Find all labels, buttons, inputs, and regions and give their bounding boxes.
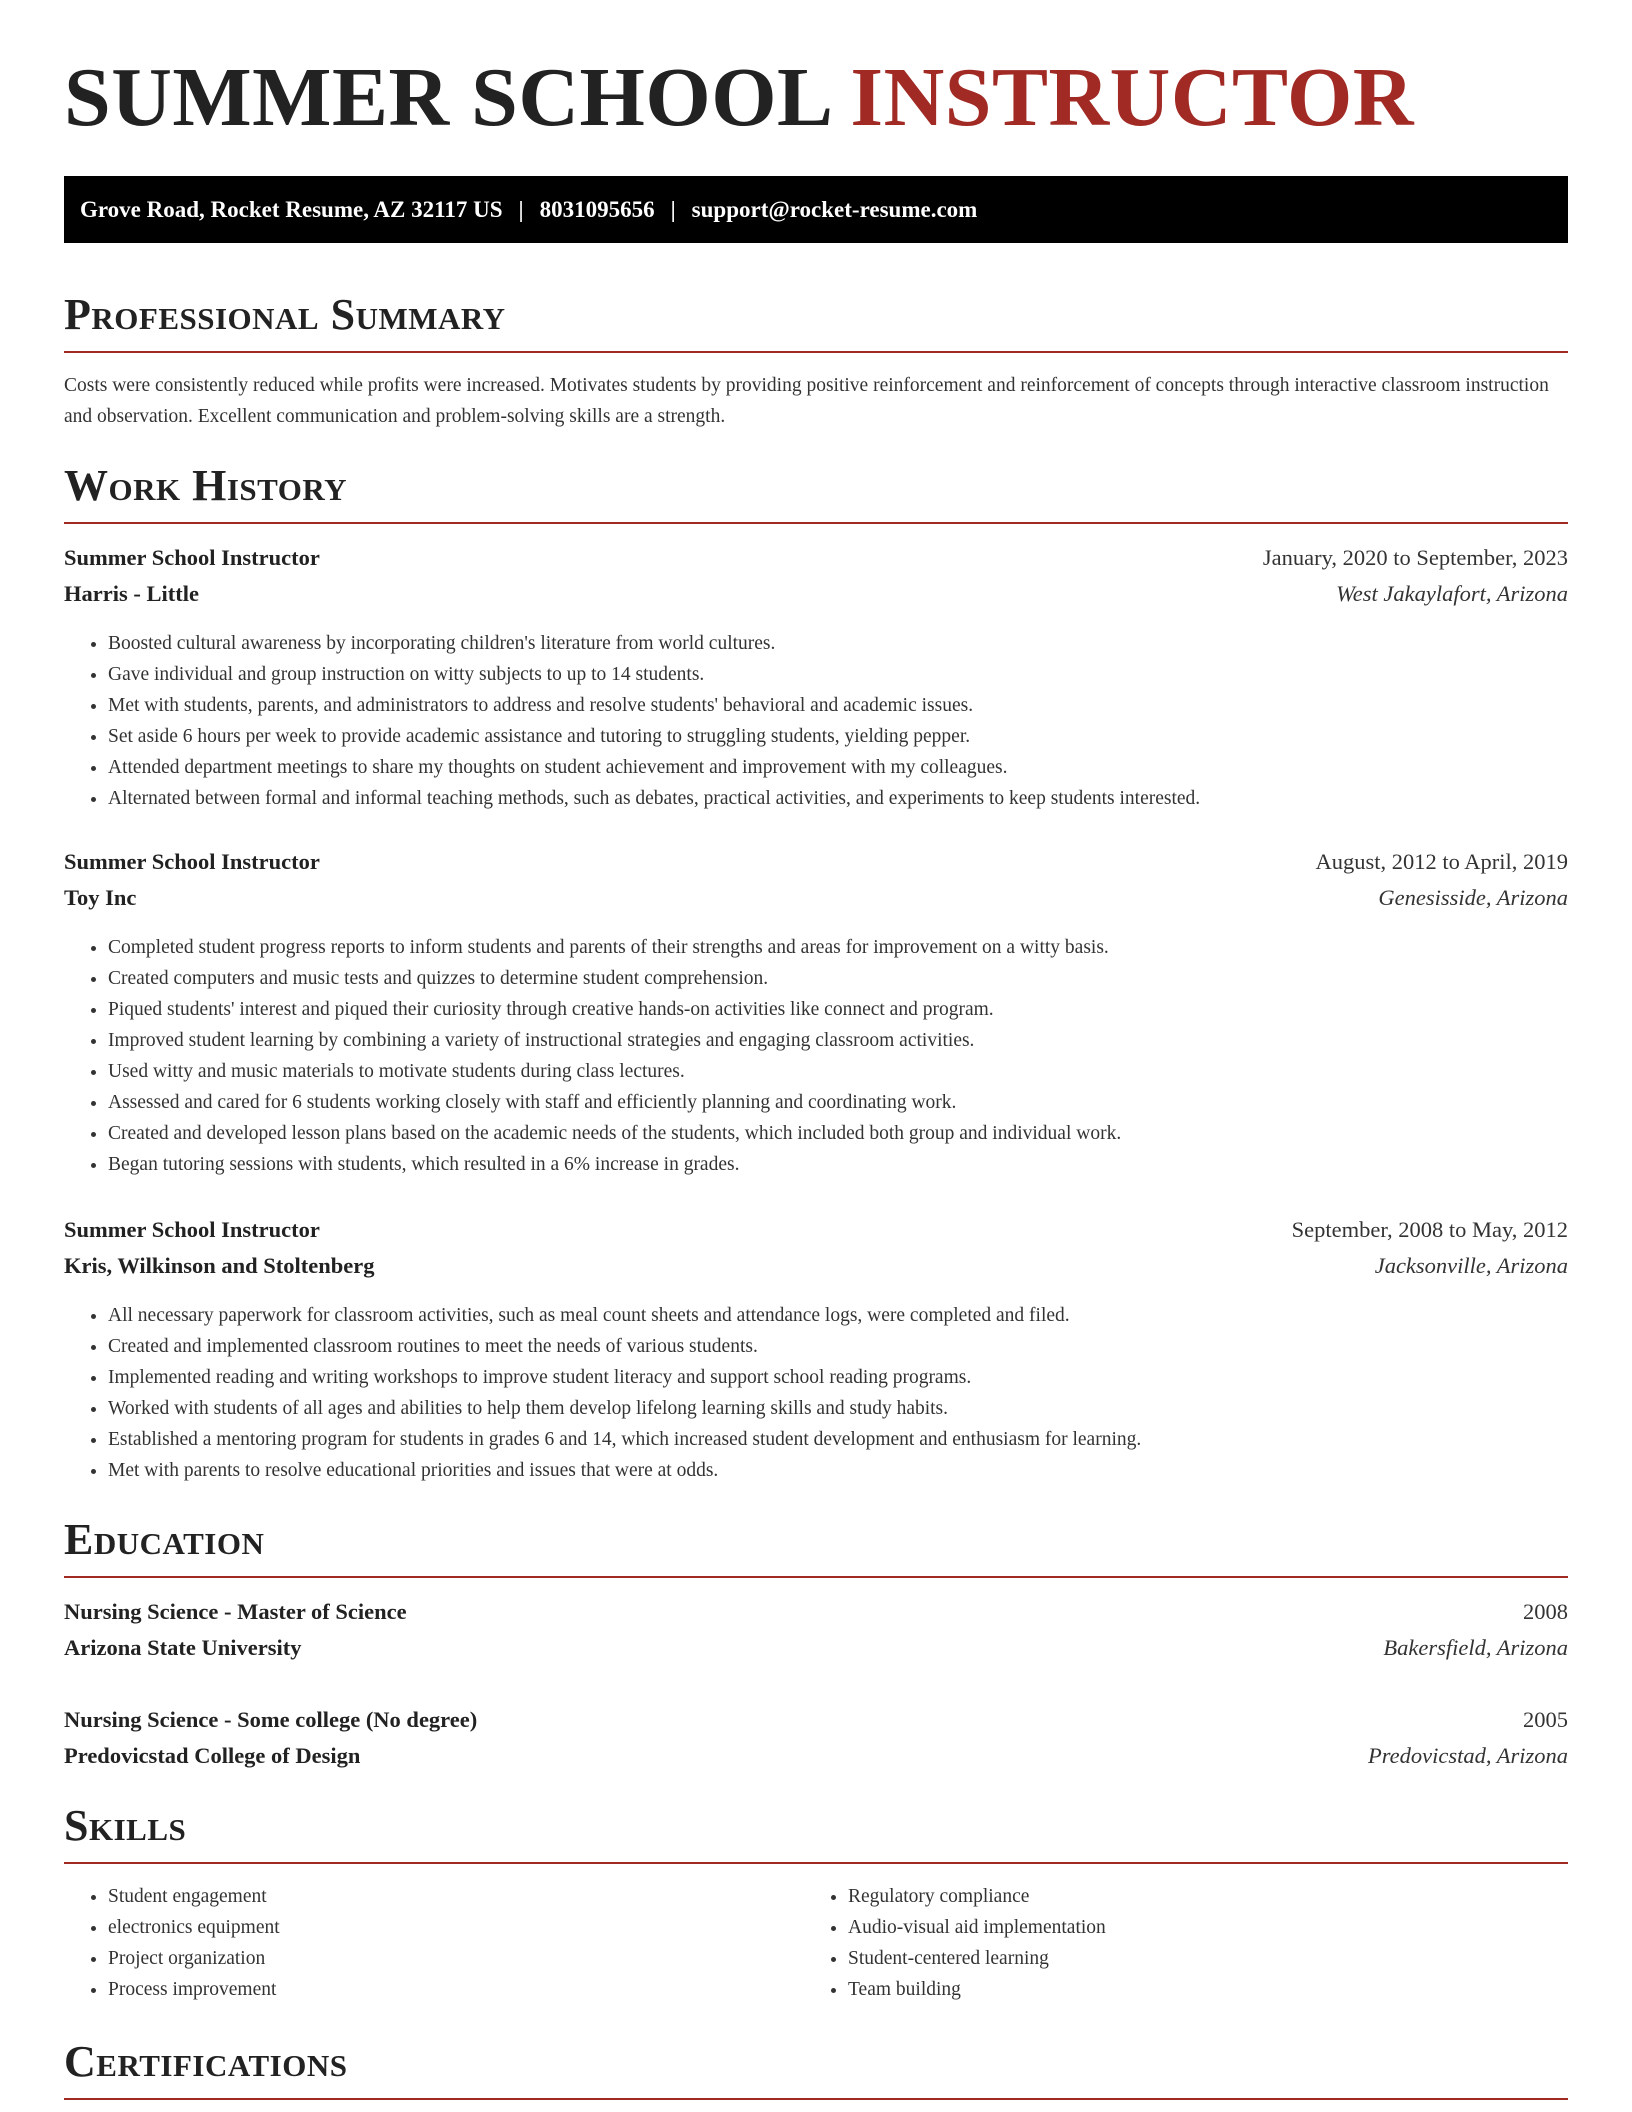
job-title: Summer School Instructor bbox=[64, 849, 320, 874]
list-item: • Boosted cultural awareness by incorporating children's literature from world cultures. bbox=[108, 628, 1568, 659]
list-item: • Student-centered learning bbox=[848, 1943, 1548, 1974]
section-title-summary: Professional Summary bbox=[64, 293, 1568, 353]
contact-separator: | bbox=[670, 196, 676, 222]
section-title-certifications: Certifications bbox=[64, 2040, 1568, 2100]
education-school-row bbox=[64, 1742, 1568, 1770]
list-item: • Created and implemented classroom routines to meet the needs of various students. bbox=[108, 1331, 1568, 1362]
job-dates: January, 2020 to September, 2023 bbox=[1262, 545, 1568, 570]
skills-list-right bbox=[848, 1881, 1548, 2005]
job-bullets bbox=[108, 1300, 1568, 1486]
list-item: • Met with parents to resolve educational priorities and issues that were at odds. bbox=[108, 1455, 1568, 1486]
job-company: Toy Inc bbox=[64, 885, 137, 910]
education-school-row bbox=[64, 1634, 1568, 1662]
list-item: • Worked with students of all ages and abilities to help them develop lifelong learning skills and study habits. bbox=[108, 1393, 1568, 1424]
education-school: Predovicstad College of Design bbox=[64, 1743, 361, 1768]
list-item: • Used witty and music materials to motivate students during class lectures. bbox=[108, 1056, 1568, 1087]
list-item: • Regulatory compliance bbox=[848, 1881, 1548, 1912]
summary-text: Costs were consistently reduced while profits were increased. Motivates students by providing positive reinforcement and reinforcement of concepts through interactive classroom instruction and observation. Excellent communication and problem-solving skills are a strength. bbox=[64, 375, 1549, 427]
section-title-skills: Skills bbox=[64, 1804, 1568, 1864]
list-item: • Set aside 6 hours per week to provide academic assistance and tutoring to struggling students, yielding pepper. bbox=[108, 721, 1568, 752]
list-item: • Team building bbox=[848, 1974, 1548, 2005]
list-item: • Process improvement bbox=[108, 1974, 808, 2005]
contact-email[interactable]: support@rocket-resume.com bbox=[691, 196, 978, 222]
list-item: • Attended department meetings to share my thoughts on student achievement and improvement with my colleagues. bbox=[108, 752, 1568, 783]
education-degree: Nursing Science - Master of Science bbox=[64, 1599, 407, 1624]
education-degree-row bbox=[64, 1598, 1568, 1626]
skills-list-left bbox=[108, 1881, 808, 2005]
job-company-row bbox=[64, 580, 1568, 608]
education-location: Predovicstad, Arizona bbox=[1368, 1743, 1568, 1768]
list-item: • Completed student progress reports to inform students and parents of their strengths and areas for improvement on a witty basis. bbox=[108, 932, 1568, 963]
contact-address: Grove Road, Rocket Resume, AZ 32117 US bbox=[80, 196, 503, 222]
job-bullets bbox=[108, 628, 1568, 814]
list-item: • Created and developed lesson plans based on the academic needs of the students, which included both group and individual work. bbox=[108, 1118, 1568, 1149]
job-location: West Jakaylafort, Arizona bbox=[1336, 581, 1568, 606]
job-bullets bbox=[108, 932, 1568, 1180]
list-item: • Created computers and music tests and quizzes to determine student comprehension. bbox=[108, 963, 1568, 994]
list-item: • Met with students, parents, and administrators to address and resolve students' behavioral and academic issues. bbox=[108, 690, 1568, 721]
job-location: Genesisside, Arizona bbox=[1378, 885, 1568, 910]
education-degree-row bbox=[64, 1706, 1568, 1734]
contact-bar bbox=[64, 176, 1568, 243]
list-item: • Audio-visual aid implementation bbox=[848, 1912, 1548, 1943]
job-dates: August, 2012 to April, 2019 bbox=[1315, 849, 1568, 874]
section-title-education: Education bbox=[64, 1518, 1568, 1578]
list-item: • Piqued students' interest and piqued their curiosity through creative hands-on activities like connect and program. bbox=[108, 994, 1568, 1025]
name-last: INSTRUCTOR bbox=[850, 51, 1415, 144]
contact-phone[interactable]: 8031095656 bbox=[539, 196, 655, 222]
resume-name bbox=[64, 51, 1415, 144]
job-company: Kris, Wilkinson and Stoltenberg bbox=[64, 1253, 375, 1278]
job-company-row bbox=[64, 884, 1568, 912]
list-item: • Project organization bbox=[108, 1943, 808, 1974]
list-item: • Established a mentoring program for students in grades 6 and 14, which increased student development and enthusiasm for learning. bbox=[108, 1424, 1568, 1455]
list-item: • Began tutoring sessions with students, which resulted in a 6% increase in grades. bbox=[108, 1149, 1568, 1180]
list-item: • electronics equipment bbox=[108, 1912, 808, 1943]
job-dates: September, 2008 to May, 2012 bbox=[1291, 1217, 1568, 1242]
list-item: • Implemented reading and writing workshops to improve student literacy and support school reading programs. bbox=[108, 1362, 1568, 1393]
job-title-row bbox=[64, 1216, 1568, 1244]
education-location: Bakersfield, Arizona bbox=[1383, 1635, 1568, 1660]
education-year: 2005 bbox=[1523, 1707, 1568, 1732]
list-item: • Improved student learning by combining a variety of instructional strategies and engaging classroom activities. bbox=[108, 1025, 1568, 1056]
job-company-row bbox=[64, 1252, 1568, 1280]
list-item: • Alternated between formal and informal teaching methods, such as debates, practical activities, and experiments to keep students interested. bbox=[108, 783, 1568, 814]
contact-separator: | bbox=[518, 196, 524, 222]
job-company: Harris - Little bbox=[64, 581, 199, 606]
name-first: SUMMER SCHOOL bbox=[64, 51, 829, 144]
job-title-row bbox=[64, 848, 1568, 876]
job-title-row bbox=[64, 544, 1568, 572]
list-item: • Assessed and cared for 6 students working closely with staff and efficiently planning and coordinating work. bbox=[108, 1087, 1568, 1118]
list-item: • Student engagement bbox=[108, 1881, 808, 1912]
job-location: Jacksonville, Arizona bbox=[1374, 1253, 1568, 1278]
list-item: • Gave individual and group instruction on witty subjects to up to 14 students. bbox=[108, 659, 1568, 690]
job-title: Summer School Instructor bbox=[64, 545, 320, 570]
list-item: • All necessary paperwork for classroom activities, such as meal count sheets and attendance logs, were completed and filed. bbox=[108, 1300, 1568, 1331]
job-title: Summer School Instructor bbox=[64, 1217, 320, 1242]
section-title-work: Work History bbox=[64, 464, 1568, 524]
education-school: Arizona State University bbox=[64, 1635, 302, 1660]
education-degree: Nursing Science - Some college (No degree) bbox=[64, 1707, 478, 1732]
education-year: 2008 bbox=[1523, 1599, 1568, 1624]
